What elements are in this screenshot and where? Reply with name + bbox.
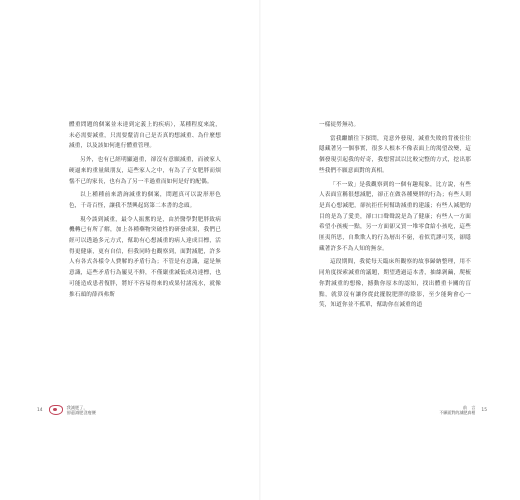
paragraph: 「不一致」是我觀察到的一個有趣現象，比方說，有些人表面宣稱很想減肥，卻正在做各種變胖的行為；有些人則是真心想減肥，卻抗拒任何幫助減重的建議；有些人減肥的目的是為了愛美，卻口口聲聲說是為了健康；有些人一方面希望小孩瘦一點，另一方面卻又買一堆零食給小孩吃，這些匪夷所思，自欺欺人的行為層出不窮，看似荒謬可笑，卻隱藏著許多不為人知的無奈。: [319, 181, 471, 252]
page-number: 14: [37, 407, 43, 413]
running-head: [67, 405, 96, 416]
running-head-line: 前 言: [462, 405, 476, 410]
paragraph: 體重問題的個案並未達到定義上的疾病），某種程度來說，未必需要減重，只需要釐清自己是否真的想減重、為什麼想減重，以及該如何進行體重管理。: [69, 122, 221, 150]
paragraph: 一樣徒勞無功。: [319, 122, 360, 128]
paragraph: 這段期間，我從每天臨床所觀察的故事歸納整理，用不同角度探索減重的議題，期望透過這本書，抽絲剝繭，爬梳你對減重的想像，撼動你原本的認知，找出體重卡關的盲點，就算沒有讓你從此擺脫肥胖的陰影，至少能夠會心一笑，知道你並不孤單，幫助你在減重的道: [319, 259, 471, 309]
running-head: [439, 405, 475, 416]
left-footer: [37, 405, 96, 416]
paragraph: 以上種種前來諮詢減重的個案，問題真可以說形形色色，千奇百怪，讓我不禁興起寫第二本書的念頭。: [69, 192, 221, 209]
page-number: 15: [481, 407, 487, 413]
running-head-line: 卻還減肥沒瘦腰: [66, 410, 96, 416]
right-page: [260, 0, 520, 500]
paragraph: 另外，也有已經明顯過重，卻沒有意願減重，而被家人硬逼來的重量級朋友，這些家人之中，有為了子女肥胖而煩惱不已的家長，也有為了另一半過重而如何是好的配偶。: [69, 157, 221, 185]
right-footer: [439, 405, 487, 416]
publisher-logo-icon: [49, 405, 63, 415]
left-body-text: [69, 120, 221, 303]
paragraph: 當我繼續往下探問，竟意外發現，減重失敗的背後往往隱藏著另一個事實，很多人根本不像表面上的渴望改變，這個發現引起我的好奇，我想嘗試以比較完整的方式，挖出那些我們不願意面對的真相。: [319, 135, 471, 174]
right-body-text: [319, 120, 471, 314]
running-head-line: 不願面對的減肥真相: [439, 410, 476, 416]
paragraph: 現今談到減重，最令人振奮的是，由於醫學對肥胖致病機轉已有所了解，加上各種藥物突破性的研發成果，我們已經可以透過多元方式，幫助有心想減重的病人達成目標，活得更健康，更有自信，但我同時也觀察到，面對減肥，許多人有各式各樣令人費解的矛盾行為；不管是有意識，還是無意識，這些矛盾行為屢見不鮮，不僅嚴重減低成功達標，也可能造成患者復胖，將好不容易得來的成果付諸流水，就像推石頭的薛西弗斯: [69, 216, 221, 298]
running-head-line: 我減肥了，: [66, 405, 88, 410]
